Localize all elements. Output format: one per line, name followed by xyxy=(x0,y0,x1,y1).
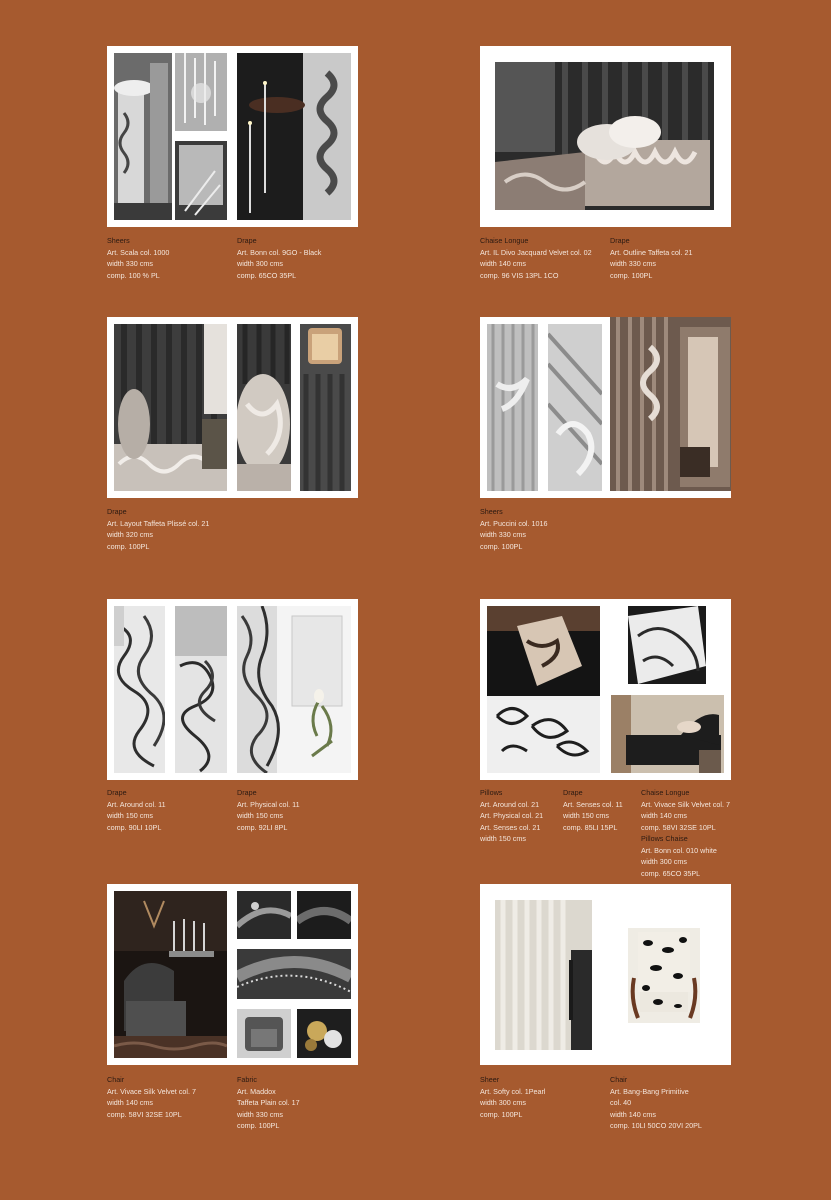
caption-line: comp. 100PL xyxy=(610,270,653,280)
caption-line: Art. Vivace Silk Velvet col. 7 xyxy=(641,799,730,809)
caption-heading: Fabric xyxy=(237,1075,257,1084)
caption-heading: Chair xyxy=(610,1075,628,1084)
photo-sheer-panel-1 xyxy=(487,324,538,491)
caption-heading-2: Pillows Chaise xyxy=(641,834,688,843)
caption-line: comp. 100PL xyxy=(237,1121,280,1130)
photo-card-2 xyxy=(480,46,731,227)
photo-card-8 xyxy=(480,884,731,1065)
caption-heading: Chair xyxy=(107,1075,125,1084)
photo-velvet-detail-1 xyxy=(237,891,291,939)
caption-line: comp. 96 VIS 13PL 1CO xyxy=(480,270,559,280)
caption-drape-layout xyxy=(107,506,232,552)
caption-line: Art. Layout Taffeta Plissé col. 21 xyxy=(107,518,210,528)
caption-line: Taffeta Plain col. 17 xyxy=(237,1098,300,1107)
photo-card-3 xyxy=(107,317,358,498)
photo-pillow xyxy=(237,324,291,491)
caption-line: width 330 cms xyxy=(480,530,526,539)
caption-line: Art. Puccini col. 1016 xyxy=(480,518,548,528)
caption-heading: Drape xyxy=(563,788,583,797)
caption-line: width 330 cms xyxy=(107,259,153,268)
caption-chaise-vivace xyxy=(641,787,741,879)
caption-line: width 140 cms xyxy=(641,811,687,820)
caption-heading: Drape xyxy=(610,236,630,245)
caption-line: Art. Scala col. 1000 xyxy=(107,247,170,257)
caption-line: Art. Bang-Bang Primitive xyxy=(610,1086,689,1096)
caption-heading: Drape xyxy=(107,507,127,516)
caption-line: width 140 cms xyxy=(107,1098,153,1107)
caption-line: width 150 cms xyxy=(563,811,609,820)
caption-chair-vivace xyxy=(107,1074,232,1120)
photo-bangbang-chair xyxy=(628,928,700,1023)
caption-drape-outline xyxy=(610,235,735,281)
caption-drape-physical xyxy=(237,787,362,833)
photo-pillow-detail xyxy=(628,606,706,684)
caption-line: comp. 58VI 32SE 10PL xyxy=(641,822,716,832)
caption-drape-bonn xyxy=(237,235,362,281)
photo-lamp-drape xyxy=(300,324,351,491)
caption-heading: Sheer xyxy=(480,1075,500,1084)
caption-sheer-softy xyxy=(480,1074,605,1120)
photo-velvet-detail-2 xyxy=(297,891,351,939)
caption-line: comp. 58VI 32SE 10PL xyxy=(107,1109,182,1119)
caption-fabric-maddox xyxy=(237,1074,362,1132)
caption-line: width 150 cms xyxy=(237,811,283,820)
photo-drape-around-1 xyxy=(114,606,165,773)
caption-line: comp. 85LI 15PL xyxy=(563,822,618,832)
caption-line: Art. Senses col. 21 xyxy=(480,822,541,832)
caption-heading: Sheers xyxy=(107,236,130,245)
caption-line: width 300 cms xyxy=(480,1098,526,1107)
caption-line: Art. Around col. 21 xyxy=(480,799,540,809)
caption-sheers-scala xyxy=(107,235,232,281)
photo-candles-drape xyxy=(237,53,351,220)
caption-heading: Drape xyxy=(237,788,257,797)
photo-card-4 xyxy=(480,317,731,498)
caption-line: width 150 cms xyxy=(107,811,153,820)
photo-drape-sofa xyxy=(114,324,227,491)
caption-sheers-puccini xyxy=(480,506,605,552)
caption-line: comp. 65CO 35PL xyxy=(237,270,297,280)
caption-line: width 150 cms xyxy=(480,834,526,843)
caption-heading: Drape xyxy=(237,236,257,245)
photo-card-1 xyxy=(107,46,358,227)
caption-chaise-ildivo xyxy=(480,235,605,281)
caption-line: width 330 cms xyxy=(610,259,656,268)
caption-line: Art. IL Divo Jacquard Velvet col. 02 xyxy=(480,247,592,257)
caption-line: comp. 92LI 8PL xyxy=(237,822,288,832)
caption-line: width 300 cms xyxy=(641,857,687,866)
caption-line: Art. Outline Taffeta col. 21 xyxy=(610,247,693,257)
photo-pillows-sofa xyxy=(487,606,600,773)
photo-sheers-room xyxy=(114,53,172,220)
caption-line: comp. 90LI 10PL xyxy=(107,822,162,832)
caption-heading: Pillows xyxy=(480,788,503,797)
caption-drape-around xyxy=(107,787,232,833)
photo-chaise-longue xyxy=(495,62,714,210)
photo-card-7 xyxy=(107,884,358,1065)
photo-sheer-softy xyxy=(495,900,592,1050)
caption-line: width 140 cms xyxy=(480,259,526,268)
caption-line: Art. Maddox xyxy=(237,1086,276,1096)
caption-line: width 330 cms xyxy=(237,1109,283,1119)
caption-line: comp. 100 % PL xyxy=(107,270,160,280)
caption-line: Art. Around col. 11 xyxy=(107,799,166,809)
caption-line: Art. Bonn col. 9GO - Black xyxy=(237,247,322,257)
photo-sheer-doorway xyxy=(610,317,731,491)
caption-heading: Drape xyxy=(107,788,127,797)
photo-mirror xyxy=(175,141,227,220)
caption-line: comp. 100PL xyxy=(480,1109,523,1119)
caption-chair-bangbang xyxy=(610,1074,735,1132)
caption-line: Art. Bonn col. 010 white xyxy=(641,845,717,855)
photo-card-5 xyxy=(107,599,358,780)
photo-velvet-chair xyxy=(114,891,227,1058)
caption-line: width 140 cms xyxy=(610,1109,656,1119)
photo-drape-physical xyxy=(237,606,351,773)
caption-line: comp. 10LI 50CO 20VI 20PL xyxy=(610,1121,702,1130)
caption-line: comp. 100PL xyxy=(107,541,150,551)
caption-pillows xyxy=(480,787,560,845)
photo-drape-around-2 xyxy=(175,606,227,773)
photo-armchair-small xyxy=(237,1009,291,1058)
photo-gold-fabric xyxy=(297,1009,351,1058)
caption-line: Art. Vivace Silk Velvet col. 7 xyxy=(107,1086,196,1096)
caption-heading: Chaise Longue xyxy=(480,236,529,245)
photo-chaise-lounge xyxy=(611,695,724,773)
photo-chandelier xyxy=(175,53,227,131)
caption-line: Art. Physical col. 21 xyxy=(480,811,544,820)
photo-sheer-panel-2 xyxy=(548,324,602,491)
caption-line: comp. 100PL xyxy=(480,541,523,551)
caption-line: col. 40 xyxy=(610,1098,632,1107)
caption-drape-senses xyxy=(563,787,638,833)
caption-line: Art. Senses col. 11 xyxy=(563,799,623,809)
caption-line: Art. Physical col. 11 xyxy=(237,799,300,809)
photo-card-6 xyxy=(480,599,731,780)
caption-line: Art. Softy col. 1Pearl xyxy=(480,1086,546,1096)
caption-line: width 300 cms xyxy=(237,259,283,268)
caption-heading: Chaise Longue xyxy=(641,788,690,797)
photo-studded-arm xyxy=(237,949,351,999)
caption-heading: Sheers xyxy=(480,507,503,516)
caption-line: width 320 cms xyxy=(107,530,153,539)
caption-line: comp. 65CO 35PL xyxy=(641,868,701,878)
